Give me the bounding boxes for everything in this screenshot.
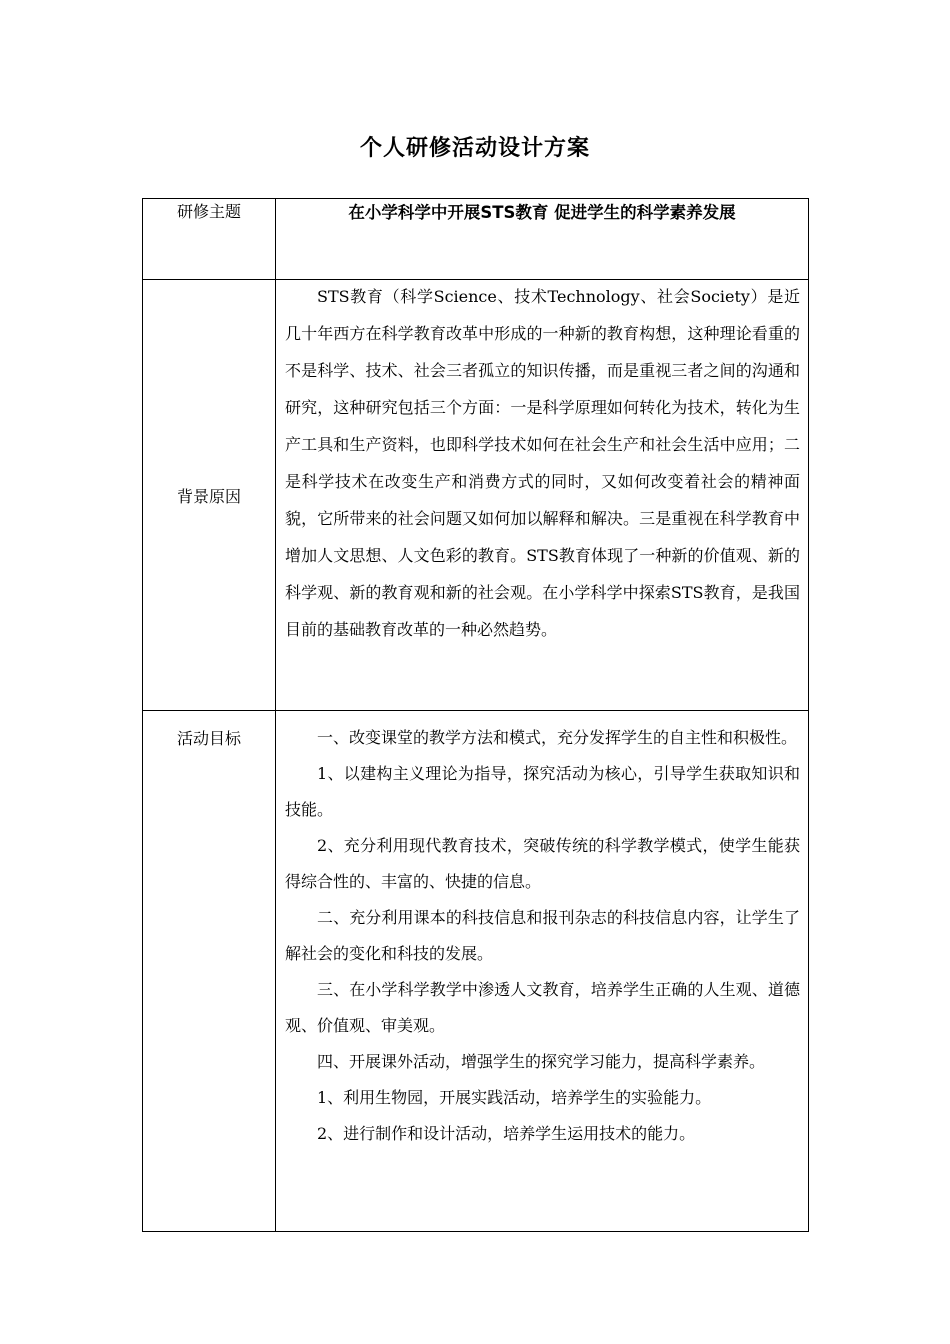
goal-item: 二、充分利用课本的科技信息和报刊杂志的科技信息内容，让学生了解社会的变化和科技的发展。	[285, 908, 800, 963]
goals-cell	[276, 711, 809, 1232]
goal-item: 2、充分利用现代教育技术，突破传统的科学教学模式，使学生能获得综合性的、丰富的、快捷的信息。	[285, 836, 800, 891]
background-paragraph: STS教育（科学Science、技术Technology、社会Society）是近几十年西方在科学教育改革中形成的一种新的教育构想，这种理论看重的不是科学、技术、社会三者孤立的知识传播，而是重视三者之间的沟通和研究，这种研究包括三个方面：一是科学原理如何转化为技术，转化为生产工具和生产资料，也即科学技术如何在社会生产和社会生活中应用；二是科学技术在改变生产和消费方式的同时，又如何改变着社会的精神面貌，它所带来的社会问题又如何加以解释和解决。三是重视在科学教育中增加人文思想、人文色彩的教育。STS教育体现了一种新的价值观、新的科学观、新的教育观和新的社会观。在小学科学中探索STS教育，是我国目前的基础教育改革的一种必然趋势。	[285, 287, 800, 639]
topic-value: 在小学科学中开展STS教育 促进学生的科学素养发展	[348, 203, 736, 222]
topic-cell	[276, 199, 809, 280]
background-row	[143, 280, 809, 711]
background-label: 背景原因	[143, 280, 276, 711]
goals-list	[276, 711, 808, 1152]
goal-item: 三、在小学科学教学中渗透人文教育，培养学生正确的人生观、道德观、价值观、审美观。	[285, 980, 800, 1035]
page-title: 个人研修活动设计方案	[359, 135, 590, 161]
goals-row	[143, 711, 809, 1232]
goal-item: 1、利用生物园，开展实践活动，培养学生的实验能力。	[317, 1088, 712, 1107]
topic-label: 研修主题	[143, 199, 276, 280]
plan-table	[142, 198, 809, 1232]
goal-item: 1、以建构主义理论为指导，探究活动为核心，引导学生获取知识和技能。	[285, 764, 800, 819]
goal-item: 一、改变课堂的教学方法和模式，充分发挥学生的自主性和积极性。	[317, 728, 798, 747]
goals-label: 活动目标	[143, 711, 276, 1232]
goal-item: 2、进行制作和设计活动，培养学生运用技术的能力。	[317, 1124, 696, 1143]
goal-item: 四、开展课外活动，增强学生的探究学习能力，提高科学素养。	[317, 1052, 766, 1071]
topic-row	[143, 199, 809, 280]
background-cell	[276, 280, 809, 711]
